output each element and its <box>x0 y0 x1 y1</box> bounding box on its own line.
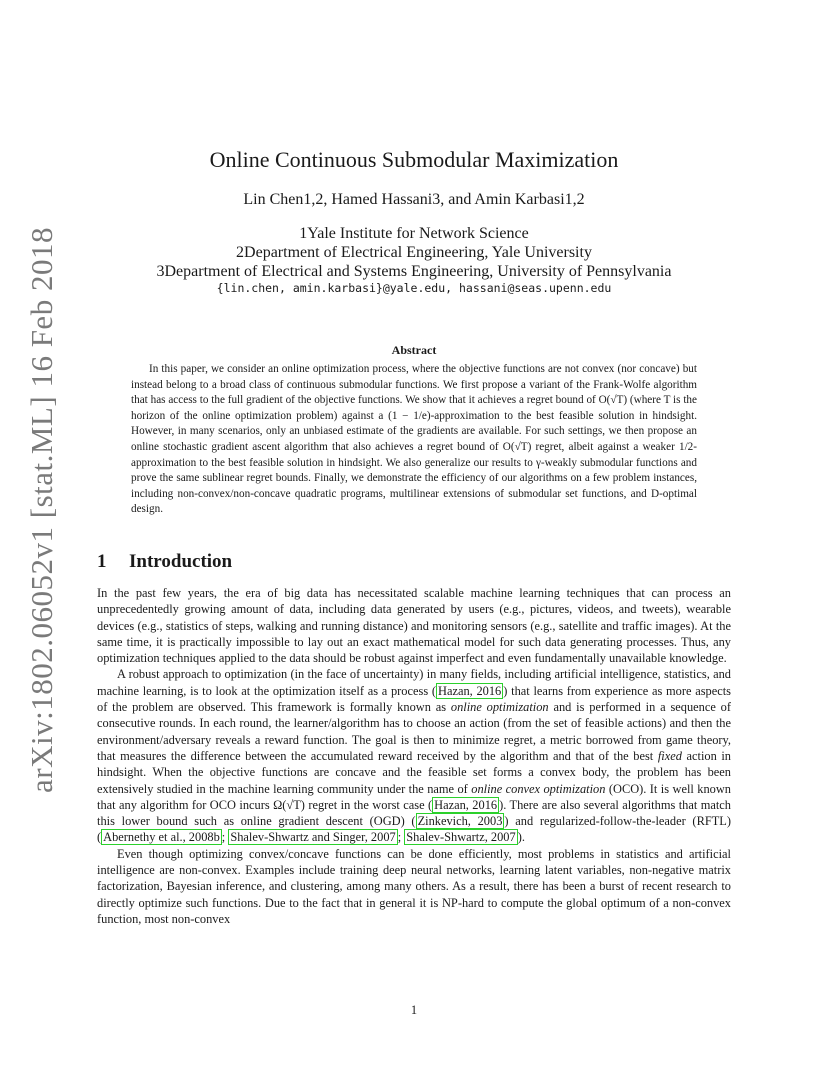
affiliation-1: 1Yale Institute for Network Science <box>299 225 529 242</box>
citation-shalev-shwartz-singer-2007[interactable]: Shalev-Shwartz and Singer, 2007 <box>230 830 396 845</box>
paragraph-2-text-e: (OCO). It is well known that any algorithm for OCO incurs Ω(√T) regret in the worst case ( <box>97 781 731 812</box>
paragraph-2-text-d: action in hindsight. When the objective functions are concave and the feasible set forms a convex body, the problem has been extensively studied in the machine learning community under the name of <box>97 748 731 796</box>
citation-zinkevich-2003[interactable]: Zinkevich, 2003 <box>417 814 503 829</box>
section-number: 1 <box>97 551 107 572</box>
paragraph-2-text-f: ). There are also several algorithms that match this lower bound such as online gradient descent (OGD) ( <box>97 797 731 829</box>
paragraph-2-text-c: and is performed in a sequence of consecutive rounds. In each round, the learner/algorithm has to choose an action (from the set of feasible actions) and then the environment/adversary reveals a reward function. The goal is then to minimize regret, a metric borrowed from game theory, that measures the difference between the accumulated reward received by the algorithm and that of the best <box>97 700 732 763</box>
paragraph-3: Even though optimizing convex/concave functions can be done efficiently, most problems in statistics and artificial intelligence are non-convex. Examples include training deep neural networks, learning latent variables, non-negative matrix factorization, Bayesian inference, and clustering, among many others. As a result, there has been a burst of recent research to directly optimize such functions. Due to the fact that in general it is NP-hard to compute the global optimum of a non-convex function, most non-convex <box>97 846 731 926</box>
abstract-text: In this paper, we consider an online optimization process, where the objective functions are not convex (nor concave) but instead belong to a broad class of continuous submodular functions. We first propose a variant of the Frank-Wolfe algorithm that has access to the full gradient of the objective functions. We show that it achieves a regret bound of O(√T) (where T is the horizon of the online optimization problem) against a (1 − 1/e)-approximation to the best feasible solution in hindsight. However, in many scenarios, only an unbiased estimate of the gradients are available. For such settings, we then propose an online stochastic gradient ascent algorithm that also achieves a regret bound of O(√T) regret, albeit against a weaker 1/2-approximation to the best feasible solution in hindsight. We also generalize our results to γ-weakly submodular functions and prove the same sublinear regret bounds. Finally, we demonstrate the efficiency of our algorithms on a few problem instances, including non-convex/non-concave quadratic programs, multilinear extensions of submodular set functions, and D-optimal design. <box>131 363 697 516</box>
affiliation-3: 3Department of Electrical and Systems Engineering, University of Pennsylvania <box>156 263 672 280</box>
citation-hazan-2016-second[interactable]: Hazan, 2016 <box>434 797 498 812</box>
paragraph-2-text-h: ; <box>221 830 229 845</box>
paragraph-2-text-a: A robust approach to optimization (in the face of uncertainty) in many fields, including artificial intelligence, statistics, and machine learning, is to look at the optimization itself as a process ( <box>97 667 731 698</box>
author-list: Lin Chen1,2, Hamed Hassani3, and Amin Karbasi1,2 <box>243 191 585 208</box>
emphasis-online-optimization: online optimization <box>450 700 549 715</box>
section-body <box>97 585 731 927</box>
paragraph-2-text-g: ) and regularized-follow-the-leader (RFTL) ( <box>97 814 731 845</box>
paragraph-2 <box>97 666 731 845</box>
citation-hazan-2016[interactable]: Hazan, 2016 <box>438 683 502 698</box>
paragraph-1: In the past few years, the era of big data has necessitated scalable machine learning techniques that can process an unprecedentedly growing amount of data, including data generated by users (e.g., pictures, videos, and tweets), wearable devices (e.g., statistics of steps, walking and running distance) and monitoring sensors (e.g., satellite and traffic images). At the same time, it is practically impossible to lay out an exact mathematical model for such data generating processes. Thus, any optimization techniques applied to the data should be robust against imperfect and even fundamentally unavailable knowledge. <box>97 586 731 666</box>
citation-shalev-shwartz-2007[interactable]: Shalev-Shwartz, 2007 <box>406 830 516 845</box>
citation-abernethy-2008b[interactable]: Abernethy et al., 2008b <box>103 830 220 845</box>
abstract-heading: Abstract <box>391 343 437 357</box>
affiliation-2: 2Department of Electrical Engineering, Yale University <box>236 244 592 261</box>
page-number: 1 <box>410 1003 418 1017</box>
paper-title: Online Continuous Submodular Maximization <box>209 147 619 172</box>
paragraph-2-text-i: ; <box>397 830 405 845</box>
author-emails: {lin.chen, amin.karbasi}@yale.edu, hassani@seas.upenn.edu <box>216 281 612 295</box>
section-heading <box>97 551 232 573</box>
arxiv-sidebar <box>22 227 62 793</box>
arxiv-identifier: arXiv:1802.06052v1 [stat.ML] 16 Feb 2018 <box>24 227 59 793</box>
paragraph-2-text-b: ) that learns from experience as more aspects of the problem are observed. This framework is formally known as <box>97 683 731 715</box>
paragraph-2-text-j: ). <box>517 830 525 845</box>
emphasis-online-convex-optimization: online convex optimization <box>471 781 606 796</box>
emphasis-fixed: fixed <box>657 748 682 763</box>
section-title: Introduction <box>129 551 233 572</box>
